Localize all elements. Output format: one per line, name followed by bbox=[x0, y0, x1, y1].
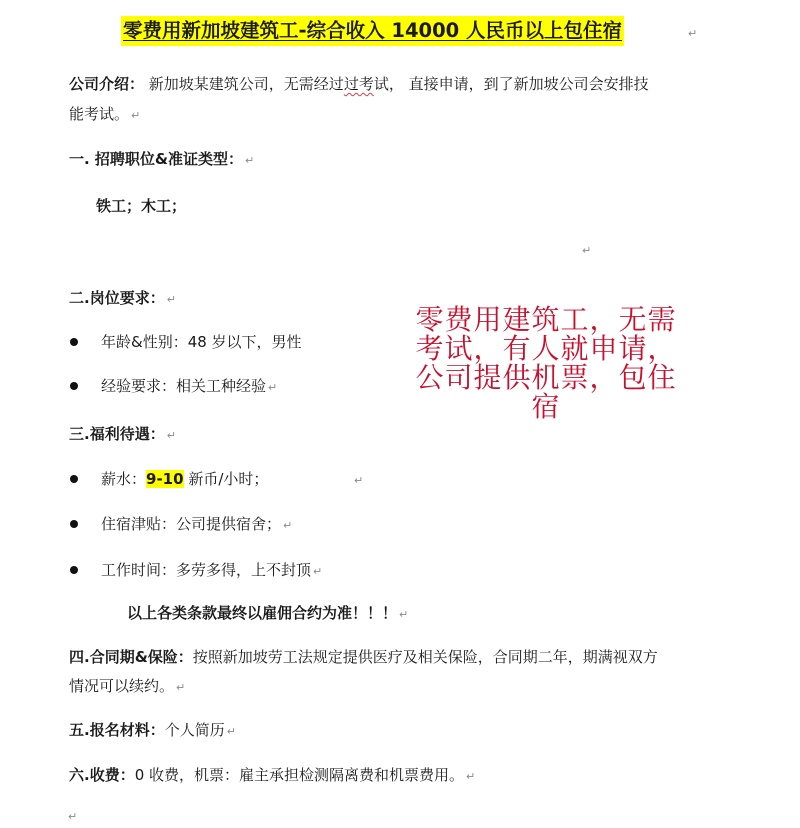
bullet-icon bbox=[70, 382, 78, 390]
intro-text-end: 能考试。 bbox=[69, 105, 130, 123]
section3-heading-text: 三.福利待遇： bbox=[69, 425, 165, 443]
intro-label: 公司介绍： bbox=[69, 75, 145, 93]
section6 bbox=[69, 762, 475, 790]
document-title-text: 零费用新加坡建筑工-综合收入 14000 人民币以上包住宿 bbox=[123, 19, 623, 42]
requirement-experience bbox=[101, 373, 277, 401]
benefit-housing-text: 住宿津贴：公司提供宿舍； bbox=[101, 515, 282, 533]
requirement-age-text: 年龄&性别：48 岁以下，男性 bbox=[101, 333, 302, 351]
job-types: 铁工；木工； bbox=[96, 197, 187, 215]
paragraph-mark: ↵ bbox=[283, 519, 293, 532]
spellcheck-text: 过考 bbox=[343, 75, 374, 93]
paragraph-mark: ↵ bbox=[268, 381, 278, 394]
promo-line-2: 考试，有人就申请， bbox=[415, 332, 677, 365]
section1-heading-text: 一. 招聘职位&准证类型： bbox=[69, 150, 244, 168]
paragraph-mark: ↵ bbox=[166, 429, 176, 442]
section6-heading: 六.收费： bbox=[69, 766, 135, 784]
bullet-icon bbox=[70, 566, 78, 574]
section4-heading: 四.合同期&保险： bbox=[69, 648, 193, 666]
requirement-age bbox=[101, 329, 302, 355]
intro-text-cont: 试， 直接申请，到了新加坡公司会安排技 bbox=[373, 75, 649, 93]
section5 bbox=[69, 717, 236, 745]
benefit-hours-text: 工作时间：多劳多得，上不封顶 bbox=[101, 561, 312, 579]
bullet-icon bbox=[70, 520, 78, 528]
paragraph-mark: ↵ bbox=[354, 474, 364, 487]
promo-overlay bbox=[352, 305, 740, 421]
disclaimer-text: 以上各类条款最终以雇佣合约为准！！！ bbox=[127, 604, 398, 622]
paragraph-mark: ↵ bbox=[688, 27, 698, 40]
section4-text-end: 情况可以续约。 bbox=[69, 677, 175, 695]
section4-line-1 bbox=[69, 644, 658, 670]
intro-line-1 bbox=[69, 71, 649, 97]
bullet-icon bbox=[70, 338, 78, 346]
salary-unit: 新币/小时； bbox=[183, 470, 269, 488]
requirement-experience-text: 经验要求：相关工种经验 bbox=[101, 377, 267, 395]
promo-line-4: 宿 bbox=[531, 390, 561, 423]
section4-text: 按照新加坡劳工法规定提供医疗及相关保险，合同期二年，期满视双方 bbox=[192, 648, 658, 666]
section2-heading-text: 二.岗位要求： bbox=[69, 289, 165, 307]
paragraph-mark: ↵ bbox=[226, 725, 236, 738]
paragraph-mark: ↵ bbox=[131, 109, 141, 122]
promo-line-3: 公司提供机票，包住 bbox=[415, 361, 677, 394]
paragraph-mark: ↵ bbox=[399, 608, 409, 621]
section5-heading: 五.报名材料： bbox=[69, 721, 165, 739]
disclaimer bbox=[127, 600, 408, 628]
bullet-icon bbox=[70, 475, 78, 483]
section2-heading bbox=[69, 285, 176, 313]
section1-jobs bbox=[96, 193, 186, 219]
salary-value: 9-10 bbox=[146, 470, 184, 488]
paragraph-mark: ↵ bbox=[245, 154, 255, 167]
paragraph-mark: ↵ bbox=[68, 810, 78, 823]
promo-line-1: 零费用建筑工，无需 bbox=[415, 303, 677, 336]
benefit-housing bbox=[101, 511, 292, 539]
salary-label: 薪水： bbox=[101, 470, 147, 488]
section3-heading bbox=[69, 421, 176, 449]
document-title bbox=[121, 16, 624, 46]
intro-text: 新加坡某建筑公司，无需经过 bbox=[148, 75, 344, 93]
intro-line-2 bbox=[69, 101, 140, 129]
section1-heading bbox=[69, 146, 254, 174]
benefit-salary bbox=[101, 466, 268, 492]
section5-text: 个人简历 bbox=[164, 721, 225, 739]
section6-text: 0 收费，机票：雇主承担检测隔离费和机票费用。 bbox=[134, 766, 465, 784]
paragraph-mark: ↵ bbox=[466, 770, 476, 783]
paragraph-mark: ↵ bbox=[176, 681, 186, 694]
benefit-hours bbox=[101, 557, 322, 585]
section4-line-2 bbox=[69, 673, 185, 701]
paragraph-mark: ↵ bbox=[582, 244, 592, 257]
paragraph-mark: ↵ bbox=[166, 293, 176, 306]
paragraph-mark: ↵ bbox=[313, 565, 323, 578]
